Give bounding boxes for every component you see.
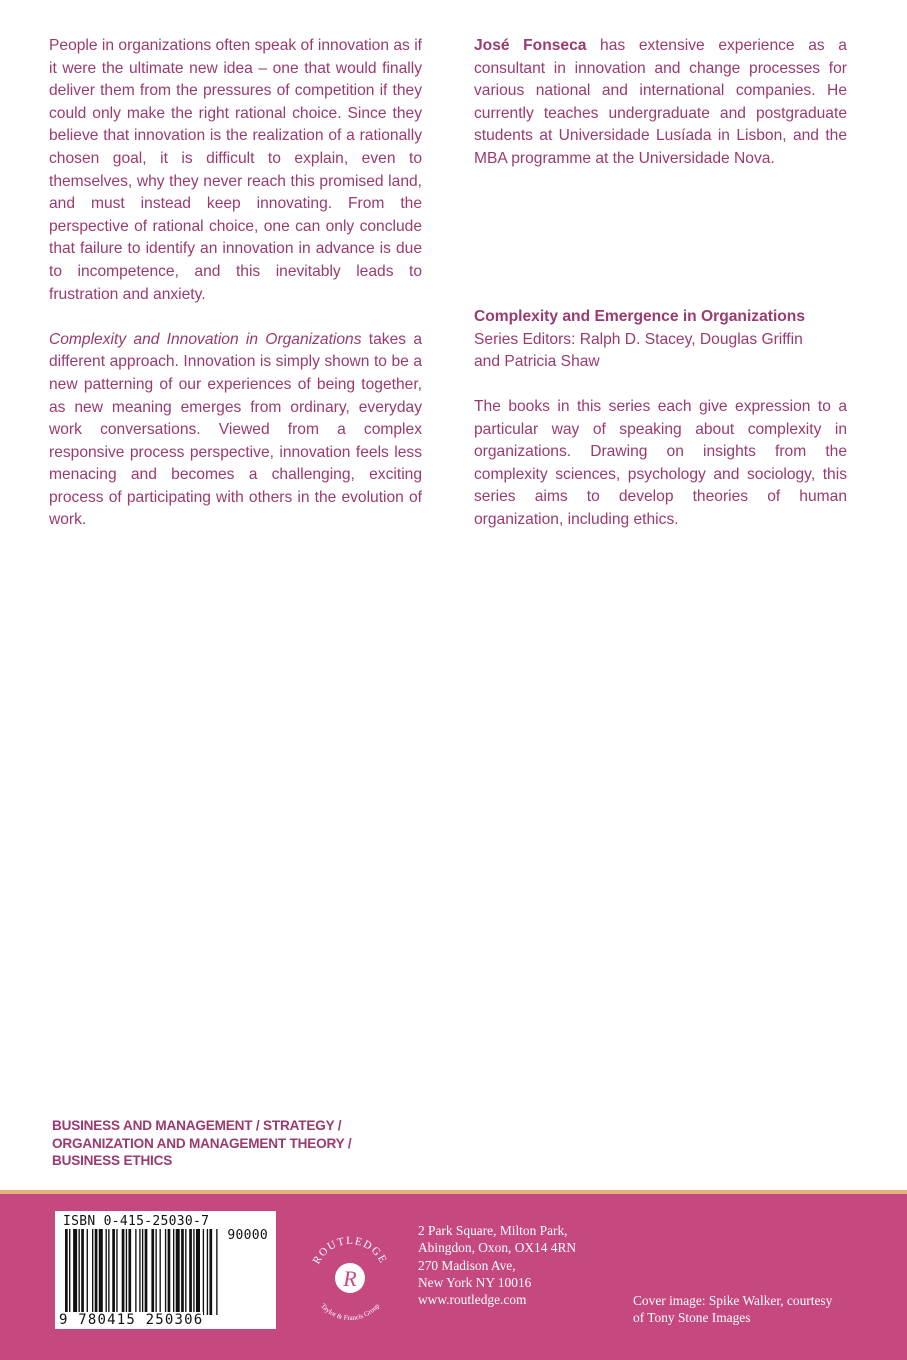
barcode-bar [99, 1229, 103, 1315]
barcode-bar [142, 1229, 143, 1315]
barcode-bar [95, 1229, 98, 1315]
author-name: José Fonseca [474, 37, 587, 54]
barcode-bar [155, 1229, 156, 1315]
barcode-bar [216, 1229, 217, 1315]
barcode-bar [79, 1229, 80, 1315]
barcode-bar [128, 1229, 131, 1315]
series-info [474, 306, 847, 374]
blurb-paragraph-1: People in organizations often speak of innovation as if it were the ultimate new idea – one that would finally deliver them from the pressures of competition if they could only make the right rational choice. Since they believe that innovation is the realization of a rationally chosen goal, it is difficult to explain, even to themselves, why they never reach this promised land, and must instead keep innovating. From the perspective of rational choice, one can only conclude that failure to identify an innovation in advance is due to incompetence, and this inevitably leads to frustration and anxiety. [49, 37, 422, 303]
barcode-bar [185, 1229, 186, 1315]
barcode-bar [209, 1229, 212, 1315]
barcode-bar [116, 1229, 117, 1315]
barcode-bar [165, 1229, 166, 1315]
address-line-3: 270 Madison Ave, [418, 1257, 516, 1273]
logo-letter: R [343, 1266, 357, 1291]
author-bio-text: has extensive experience as a consultant in innovation and change processes for various national and international companies. He currently teaches undergraduate and postgraduate students at Universidade Lusíada in Lisbon, and the MBA programme at the Universidade Nova. [474, 37, 847, 167]
subject-line-2: ORGANIZATION AND MANAGEMENT THEORY / [52, 1135, 352, 1151]
barcode-bar [81, 1229, 84, 1315]
barcode-bar [176, 1229, 180, 1315]
series-editors-line-2: and Patricia Shaw [474, 353, 600, 371]
address-line-4: New York NY 10016 [418, 1274, 532, 1290]
cover-credit [633, 1292, 832, 1327]
logo-subtitle: Taylor & Francis Group [318, 1301, 382, 1323]
blurb-column [49, 35, 422, 532]
barcode-bar [203, 1229, 204, 1315]
barcode-bar [122, 1229, 125, 1315]
barcode-bar [106, 1229, 107, 1315]
barcode-bar [181, 1229, 184, 1315]
ean-number: 9 780415 250306 [59, 1312, 204, 1328]
barcode-bar [108, 1229, 109, 1315]
barcode-bars [65, 1229, 267, 1315]
barcode-bar [168, 1229, 171, 1315]
logo-name: ROUTLEDGE [310, 1234, 390, 1267]
barcode-bar [207, 1229, 208, 1315]
barcode-bar [193, 1229, 194, 1315]
barcode-bar [65, 1229, 68, 1315]
barcode-bar [139, 1229, 140, 1315]
subject-line-1: BUSINESS AND MANAGEMENT / STRATEGY / [52, 1118, 342, 1133]
blurb-paragraph-2-text: takes a different approach. Innovation is simply shown to be a new patterning of our experiences of being together, as new meaning emerges from ordinary, everyday work conversations. Viewed from a complex responsive process perspective, innovation feels less menacing and becomes a challenging, exciting process of participating with others in the evolution of work. [49, 330, 423, 529]
barcode-bar [135, 1229, 136, 1315]
routledge-logo [300, 1226, 400, 1326]
barcode-bar [87, 1229, 88, 1315]
blurb-paragraph-2 [49, 329, 422, 532]
address-line-2: Abingdon, Oxon, OX14 4RN [418, 1240, 577, 1256]
publisher-address [418, 1222, 576, 1308]
credit-line-2: of Tony Stone Images [633, 1310, 751, 1326]
barcode-bar [92, 1229, 93, 1315]
subject-line-3: BUSINESS ETHICS [52, 1153, 173, 1169]
barcode-bar [69, 1229, 70, 1315]
series-title: Complexity and Emergence in Organizations [474, 308, 806, 325]
barcode-bar [73, 1229, 77, 1315]
publisher-website[interactable]: www.routledge.com [418, 1292, 527, 1308]
barcode-bar [189, 1229, 192, 1315]
subject-categories [52, 1117, 351, 1170]
barcode [55, 1211, 276, 1329]
series-editors-line-1: Series Editors: Ralph D. Stacey, Douglas Griffin [474, 330, 803, 348]
barcode-bar [151, 1229, 154, 1315]
barcode-bar [196, 1229, 200, 1315]
price-code: 90000 [227, 1228, 268, 1243]
author-bio [474, 35, 847, 171]
credit-line-1: Cover image: Spike Walker, courtesy [633, 1293, 833, 1308]
barcode-bar [160, 1229, 161, 1315]
series-description: The books in this series each give expression to a particular way of speaking about complexity in organizations. Drawing on insights from the complexity sciences, psychology and sociology, this series aims to develop theories of human organization, including ethics. [474, 398, 847, 528]
author-paragraph [474, 35, 847, 171]
barcode-bar [126, 1229, 127, 1315]
isbn-label: ISBN 0-415-25030-7 [63, 1214, 210, 1229]
address-line-1: 2 Park Square, Milton Park, [418, 1223, 568, 1238]
book-title: Complexity and Innovation in Organizations [49, 330, 362, 348]
footer-rule [0, 1190, 907, 1194]
barcode-bar [145, 1229, 148, 1315]
barcode-bar [173, 1229, 174, 1315]
barcode-bar [112, 1229, 115, 1315]
